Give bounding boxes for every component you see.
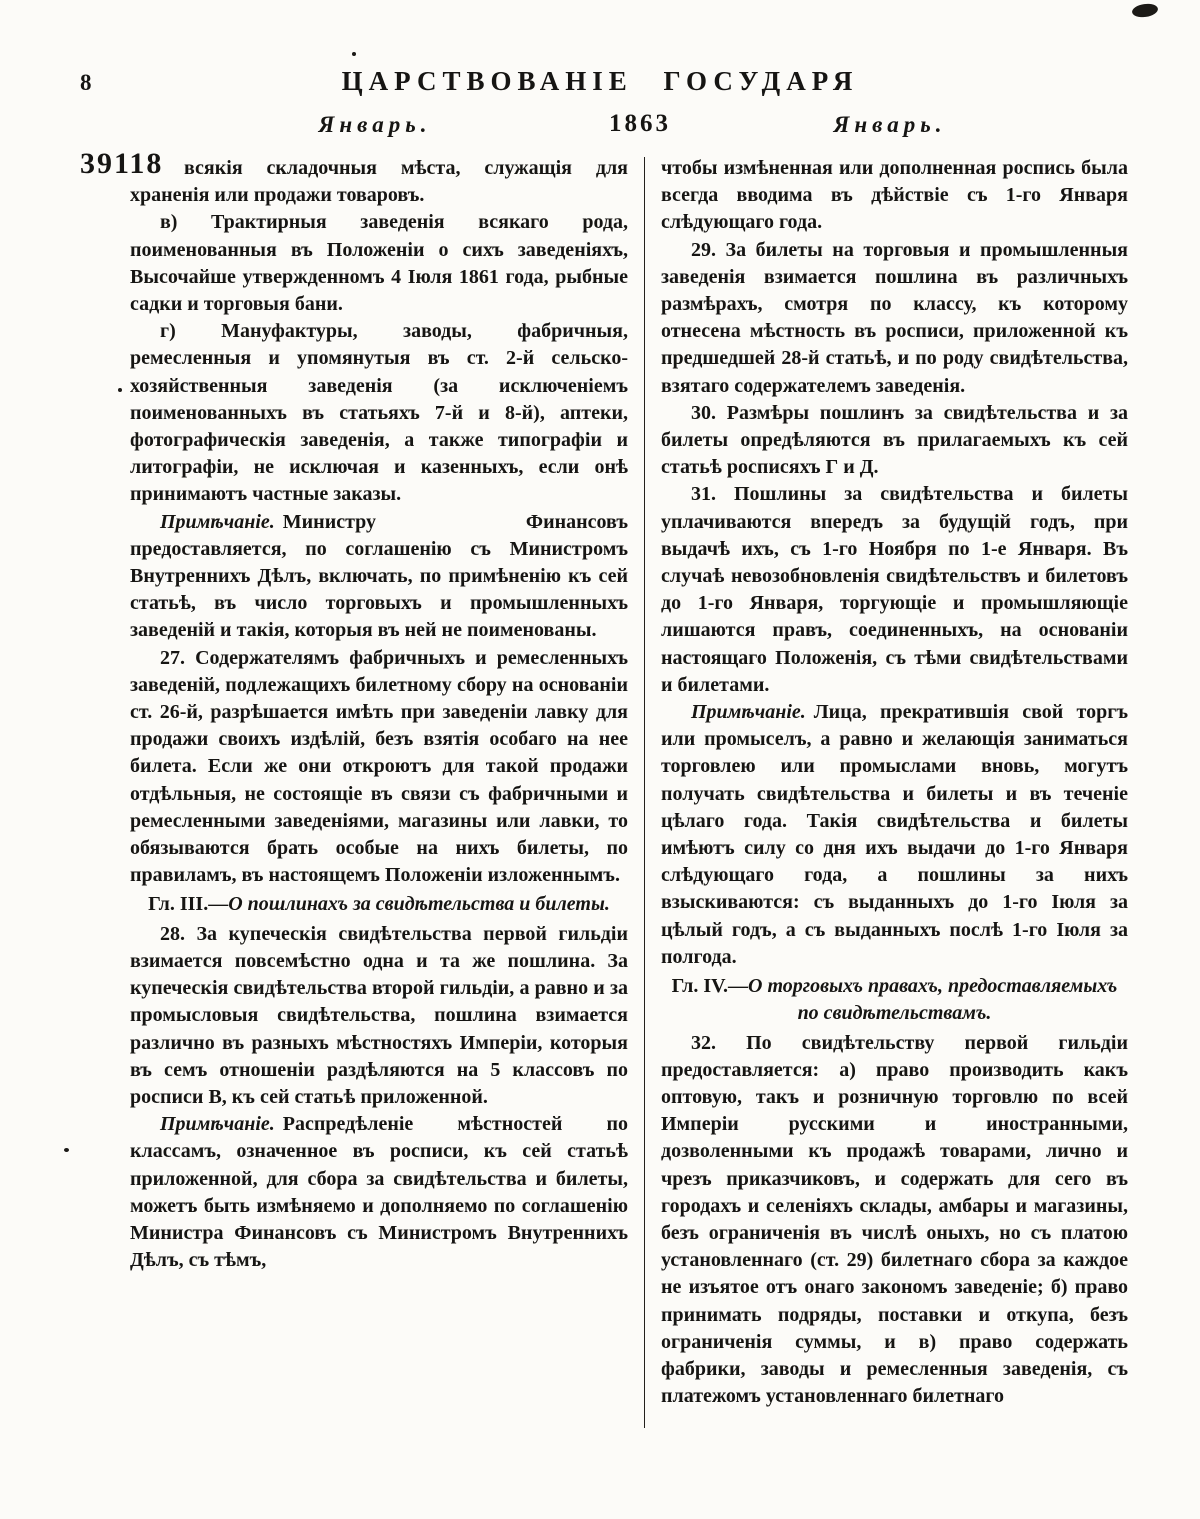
paragraph-text: 30. Размѣры пошлинъ за свидѣтельства и за билеты опредѣляются въ прилагаемыхъ къ сей статьѣ росписяхъ Г и Д.	[661, 401, 1128, 479]
paragraph-text: всякія складочныя мѣста, служащія для храненія или продажи товаровъ.	[130, 157, 628, 207]
note-lead: Примѣчаніе.	[160, 1113, 275, 1136]
running-head-month-right: Январь.	[833, 112, 947, 137]
chapter-heading	[661, 973, 1128, 1027]
paragraph	[130, 921, 628, 1111]
paragraph-text: Лица, прекратившія свой торгъ или промыселъ, а равно и желающія заниматься торговлею или промыслами вновь, могутъ получать свидѣтельства и билеты и въ теченіе цѣлаго года. Такія свидѣтельства и билеты имѣютъ силу со дня ихъ выдачи до 1-го Января слѣдующаго года, а пошлины за нихъ взыскиваются: съ выданныхъ до 1-го Іюля за цѣлый годъ, а съ выданныхъ послѣ 1-го Іюля за полгода.	[661, 701, 1128, 968]
paragraph-text: 31. Пошлины за свидѣтельства и билеты уплачиваются впередъ за будущій годъ, при выдачѣ ихъ, съ 1-го Ноября по 1-е Января. Въ случаѣ невозобновленія свидѣтельствъ и билетовъ до 1-го Января, торгующіе и промышляющіе лишаются правъ, соединенныхъ, на основаніи настоящаго Положенія, съ тѣми свидѣтельствами и билетами.	[661, 483, 1128, 696]
paragraph	[130, 209, 628, 318]
paragraph-text: Министру Финансовъ предоставляется, по соглашенію съ Министромъ Внутреннихъ Дѣлъ, включать, по примѣненію къ сей статьѣ, въ число торговыхъ и промышленныхъ заведеній и такія, которыя въ ней не поименованы.	[130, 510, 628, 642]
paragraph	[661, 237, 1128, 400]
note-paragraph	[130, 509, 628, 645]
chapter-title: О торговыхъ правахъ, предоставляемыхъ по свидѣтельствамъ.	[748, 975, 1118, 1025]
paragraph-text: 28. За купеческія свидѣтельства первой гильдіи взимается повсемѣстно одна и та же пошлина. За купеческія свидѣтельства второй гильдіи, а равно и за промысловыя свидѣтельства, пошлина взимается различно въ разныхъ мѣстностяхъ Имперіи, которыя въ семъ отношеніи раздѣляются на 5 классовъ по росписи В, къ сей статьѣ приложенной.	[130, 922, 628, 1108]
scan-artifact	[118, 388, 122, 392]
left-column	[130, 155, 628, 1274]
paragraph-text: 32. По свидѣтельству первой гильдіи предоставляется: а) право производить какъ оптовую, такъ и розничную торговлю по всей Имперіи русскими и иностранными, дозволенными къ продажѣ товарами, лично и чрезъ приказчиковъ, и содержать для сего въ городахъ и селеніяхъ склады, амбары и магазины, безъ ограниченія въ числѣ оныхъ, но съ платою установленнаго (ст. 29) билетнаго сбора за каждое не изъятое отъ онаго закономъ заведеніе; б) право принимать подряды, поставки и откупа, безъ ограниченія суммы, и в) право содержать фабрики, заводы и ремесленныя заведенія, съ платежомъ установленнаго билетнаго	[661, 1031, 1128, 1408]
paragraph	[661, 400, 1128, 482]
column-divider	[644, 157, 645, 1428]
running-head-year: 1863	[609, 110, 671, 137]
paragraph	[661, 481, 1128, 699]
act-number: 39118	[80, 147, 164, 180]
scan-artifact	[352, 52, 356, 56]
paragraph	[661, 1030, 1128, 1411]
paragraph-text: г) Мануфактуры, заводы, фабричныя, ремесленныя и упомянутыя въ ст. 2-й сельско-хозяйственныя заведенія (за исключеніемъ поименованныхъ въ статьяхъ 7-й и 8-й), аптеки, фотографическія заведенія, а также типографіи и литографіи, не исключая и казенныхъ, если онѣ принимаютъ частные заказы.	[130, 320, 628, 506]
chapter-number: Гл. III.—	[148, 893, 229, 916]
paragraph-text: чтобы измѣненная или дополненная роспись была всегда вводима въ дѣйствіе съ 1-го Января слѣдующаго года.	[661, 157, 1128, 234]
page-number: 8	[80, 70, 92, 95]
note-paragraph	[661, 699, 1128, 971]
note-lead: Примѣчаніе.	[160, 510, 275, 533]
scan-artifact	[64, 1148, 69, 1152]
chapter-heading	[130, 891, 628, 918]
paragraph-text: 27. Содержателямъ фабричныхъ и ремесленныхъ заведеній, подлежащихъ билетному сбору на основаніи ст. 26-й, разрѣшается имѣть при заведеніи лавку для продажи своихъ издѣлій, безъ взятія особаго на нее билета. Если же они откроютъ для такой продажи отдѣльныя, не состоящіе въ связи съ фабричными и ремесленными заведеніями, магазины или лавки, то обязываются брать особые на нихъ билеты, по правиламъ, въ настоящемъ Положеніи изложеннымъ.	[130, 646, 628, 887]
paragraph	[130, 155, 628, 209]
running-head-month-left: Январь.	[318, 112, 432, 137]
paragraph-text: 29. За билеты на торговыя и промышленныя заведенія взимается пошлина въ различныхъ размѣрахъ, смотря по классу, къ которому отнесена мѣстность въ росписи, приложенной къ предшедшей 28-й статьѣ, и по роду свидѣтельства, взятаго содержателемъ заведенія.	[661, 238, 1128, 397]
paragraph-text: Распредѣленіе мѣстностей по классамъ, означенное въ росписи, къ сей статьѣ приложенной, для сбора за свидѣтельства и билеты, можетъ быть измѣняемо и дополняемо по соглашенію Министра Финансовъ съ Министромъ Внутреннихъ Дѣлъ, съ тѣмъ,	[130, 1113, 628, 1272]
paragraph	[661, 155, 1128, 237]
note-paragraph	[130, 1111, 628, 1274]
page-title: ЦАРСТВОВАНІЕ ГОСУДАРЯ	[341, 66, 859, 96]
chapter-number: Гл. IV.—	[671, 975, 749, 998]
paragraph	[130, 318, 628, 508]
right-column	[661, 155, 1128, 1410]
note-lead: Примѣчаніе.	[691, 701, 806, 724]
scan-artifact	[1131, 2, 1159, 18]
chapter-title: О пошлинахъ за свидѣтельства и билеты.	[228, 893, 610, 916]
paragraph-text: в) Трактирныя заведенія всякаго рода, поименованныя въ Положеніи о сихъ заведеніяхъ, Высочайше утвержденномъ 4 Іюля 1861 года, рыбные садки и торговыя бани.	[130, 211, 628, 316]
paragraph	[130, 645, 628, 890]
